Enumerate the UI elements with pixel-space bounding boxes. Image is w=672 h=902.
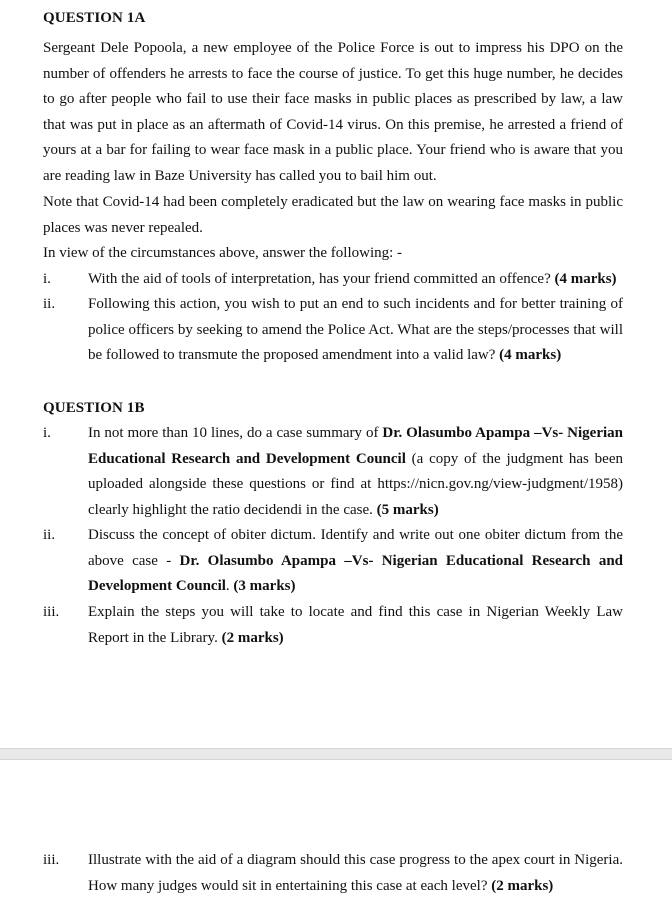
item-text: With the aid of tools of interpretation, has your friend committed an offence? (4 marks) — [88, 271, 617, 287]
page-separator — [0, 748, 672, 760]
marks-label: (2 marks) — [221, 629, 284, 646]
item-number: iii. — [43, 604, 60, 620]
item-number: ii. — [43, 527, 56, 543]
item-number: ii. — [43, 296, 56, 312]
item-number: i. — [43, 425, 51, 441]
marks-label: (4 marks) — [499, 347, 562, 364]
note-paragraph: Note that Covid-14 had been completely eradicated but the law on wearing face masks in public places was never repealed. — [43, 194, 623, 236]
item-text: Following this action, you wish to put an end to such incidents and for better training of police officers by seeking to amend the Police Act. What are the steps/processes that will be followed to transmute the proposed amendment into a valid law? (4 marks) — [88, 296, 623, 364]
document-page-2 — [0, 760, 672, 902]
item-number: iii. — [43, 852, 60, 868]
question-1a-heading: QUESTION 1A — [43, 10, 146, 26]
marks-label: (4 marks) — [554, 271, 617, 287]
item-text: In not more than 10 lines, do a case summary of Dr. Olasumbo Apampa –Vs- Nigerian Educational Research and Development Council (a copy of the judgment has been uploaded alongside these questions or find at https://nicn.gov.ng/view-judgment/1958) clearly highlight the ratio decidendi in the case. (5 marks) — [88, 425, 624, 518]
marks-label: (3 marks) — [233, 578, 296, 595]
item-text: Explain the steps you will take to locate and find this case in Nigerian Weekly Law Report in the Library. (2 marks) — [88, 604, 623, 646]
scenario-paragraph: Sergeant Dele Popoola, a new employee of the Police Force is out to impress his DPO on the number of offenders he arrests to face the course of justice. To get this huge number, he decides to go after people who fail to use their face masks in public places as prescribed by law, a law that was put in place as an aftermath of Covid-14 virus. On this premise, he arrested a friend of yours at a bar for failing to wear face mask in a public place. Your friend who is aware that you are reading law in Baze University has called you to bail him out. — [43, 40, 623, 184]
instruction-paragraph: In view of the circumstances above, answer the following: - — [43, 245, 403, 261]
item-text: Illustrate with the aid of a diagram should this case progress to the apex court in Nigeria. How many judges would sit in entertaining this case at each level? (2 marks) — [88, 852, 623, 894]
item-number: i. — [43, 271, 51, 287]
case-name: Dr. Olasumbo Apampa –Vs- Nigerian Educational Research and Development Council — [88, 425, 623, 467]
case-name: Dr. Olasumbo Apampa –Vs- Nigerian Educational Research and Development Council — [88, 552, 624, 595]
marks-label: (2 marks) — [491, 877, 554, 894]
marks-label: (5 marks) — [376, 501, 439, 518]
question-1b-heading: QUESTION 1B — [43, 400, 145, 416]
item-text: Discuss the concept of obiter dictum. Identify and write out one obiter dictum from the above case - Dr. Olasumbo Apampa –Vs- Nigerian Educational Research and Development Council. (3 marks) — [88, 527, 624, 595]
